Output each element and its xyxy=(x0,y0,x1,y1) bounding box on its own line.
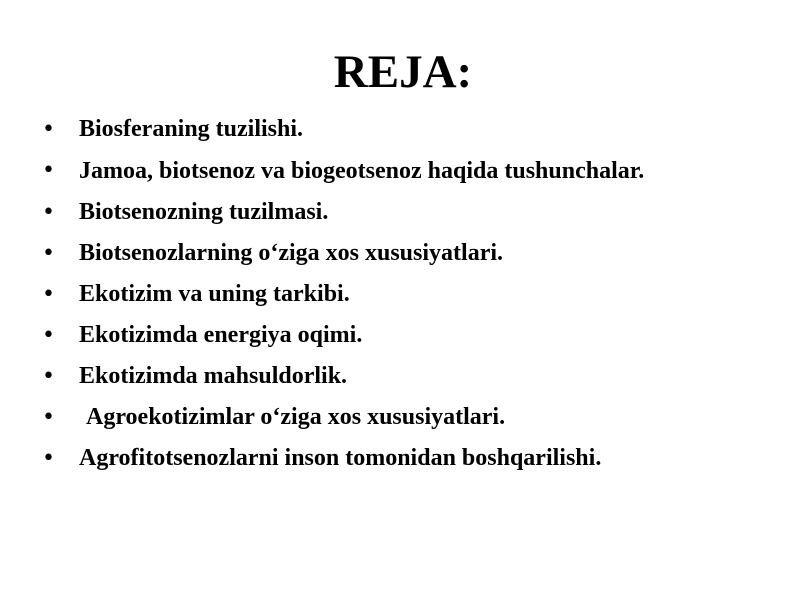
bullet-icon: • xyxy=(42,323,55,348)
list-item xyxy=(42,318,752,353)
list-item xyxy=(42,195,752,230)
bullet-icon: • xyxy=(42,200,55,225)
list-item-text: Ekotizimda mahsuldorlik. xyxy=(79,363,348,389)
bullet-icon: • xyxy=(42,405,55,430)
bullet-icon: • xyxy=(42,117,55,142)
bullet-icon: • xyxy=(42,158,55,183)
list-item-text: Jamoa, biotsenoz va biogeotsenoz haqida tushunchalar. xyxy=(79,158,645,184)
list-item xyxy=(42,153,752,189)
bullet-icon: • xyxy=(42,446,55,471)
list-item xyxy=(42,112,752,147)
list-item xyxy=(42,441,752,476)
list-item-text: Ekotizim va uning tarkibi. xyxy=(79,281,350,307)
slide-title: REJA: xyxy=(333,46,473,98)
list-item xyxy=(42,277,752,312)
list-item-text: Ekotizimda energiya oqimi. xyxy=(79,322,363,348)
bullet-icon: • xyxy=(42,282,55,307)
list-item xyxy=(42,359,752,394)
list-item-text: Biotsenozning tuzilmasi. xyxy=(79,199,329,225)
list-item-text: Agroekotizimlar o‘ziga xos xususiyatlari. xyxy=(86,404,506,430)
list-item xyxy=(42,236,752,271)
list-item-text: Biotsenozlarning o‘ziga xos xususiyatlari. xyxy=(79,240,504,266)
list-item-text: Biosferaning tuzilishi. xyxy=(79,116,304,142)
list-item-text: Agrofitotsenozlarni inson tomonidan boshqarilishi. xyxy=(79,445,602,471)
list-item xyxy=(42,400,752,435)
bullet-icon: • xyxy=(42,241,55,266)
bullet-icon: • xyxy=(42,364,55,389)
bullet-list xyxy=(42,112,752,482)
